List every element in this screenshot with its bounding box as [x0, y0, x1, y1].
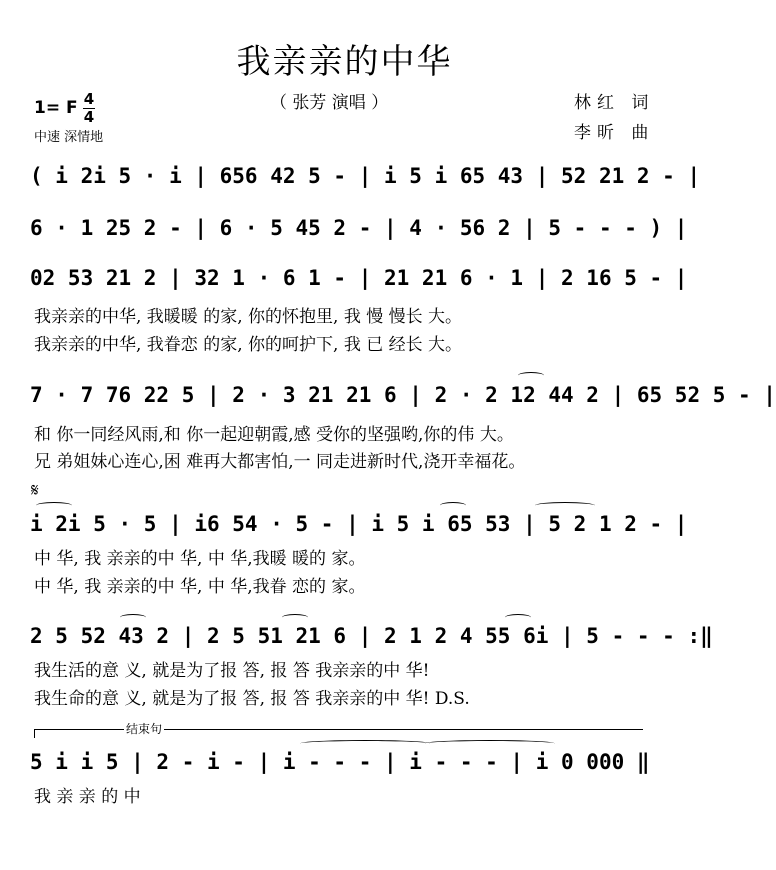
- lyric-row-7: 我 亲 亲 的 中: [34, 787, 141, 807]
- lyric-row-5-verse-1: 中 华, 我 亲亲的中 华, 中 华,我暖 暖的 家。: [34, 549, 366, 569]
- notation-row-3: 02 53 21 2 | 32 1 · 6 1 - | 21 21 6 · 1 | 2 16 5 - |: [30, 266, 688, 290]
- composer-credit: 李昕 曲: [574, 123, 655, 143]
- tie-arc: [282, 614, 308, 621]
- lyric-row-3-verse-1: 我亲亲的中华, 我暖暖 的家, 你的怀抱里, 我 慢 慢长 大。: [34, 307, 463, 327]
- lyric-row-6-verse-1: 我生活的意 义, 就是为了报 答, 报 答 我亲亲的中 华!: [34, 661, 430, 681]
- key-signature: 1= F: [34, 98, 78, 118]
- tie-arc: [36, 502, 72, 509]
- notation-row-2: 6 · 1 25 2 - | 6 · 5 45 2 - | 4 · 56 2 | 5 - - - ) |: [30, 216, 688, 240]
- lyric-row-3-verse-2: 我亲亲的中华, 我眷恋 的家, 你的呵护下, 我 已 经长 大。: [34, 335, 463, 355]
- time-signature-top: 4: [83, 90, 95, 108]
- tie-arc: [425, 740, 555, 747]
- tie-arc: [518, 372, 544, 379]
- singer-credit: （ 张芳 演唱 ）: [270, 93, 389, 113]
- tie-arc: [505, 614, 531, 621]
- notation-row-6: 2 5 52 43 2 | 2 5 51 21 6 | 2 1 2 4 55 6i | 5 - - - :‖: [30, 624, 713, 648]
- segno-icon: 𝄋: [31, 480, 39, 501]
- tie-arc: [440, 502, 466, 509]
- tempo-marking: 中速 深情地: [34, 130, 104, 145]
- notation-row-4: 7 · 7 76 22 5 | 2 · 3 21 21 6 | 2 · 2 12 44 2 | 65 52 5 - |: [30, 383, 776, 407]
- song-title: 我亲亲的中华: [236, 42, 453, 82]
- lyric-row-4-verse-2: 兄 弟姐妹心连心,困 难再大都害怕,一 同走进新时代,浇开幸福花。: [34, 452, 526, 472]
- tie-arc: [120, 614, 146, 621]
- lyricist-credit: 林红 词: [574, 93, 655, 113]
- ending-label: 结束句: [126, 722, 163, 736]
- notation-row-5: i 2i 5 · 5 | i6 54 · 5 - | i 5 i 65 53 | 5 2 1 2 - |: [30, 512, 688, 536]
- lyric-row-6-verse-2: 我生命的意 义, 就是为了报 答, 报 答 我亲亲的中 华! D.S.: [34, 689, 470, 709]
- lyric-row-5-verse-2: 中 华, 我 亲亲的中 华, 中 华,我眷 恋的 家。: [34, 577, 366, 597]
- tie-arc: [535, 502, 595, 509]
- notation-row-7: 5 i i 5 | 2 - i - | i - - - | i - - - | i 0 000 ‖: [30, 750, 650, 774]
- notation-row-1: ( i 2i 5 · i | 656 42 5 - | i 5 i 65 43 | 52 21 2 - |: [30, 164, 701, 188]
- time-signature: [83, 92, 95, 125]
- tie-arc: [300, 740, 430, 747]
- lyric-row-4-verse-1: 和 你一同经风雨,和 你一起迎朝霞,感 受你的坚强哟,你的伟 大。: [34, 425, 514, 445]
- time-signature-bottom: 4: [83, 108, 95, 126]
